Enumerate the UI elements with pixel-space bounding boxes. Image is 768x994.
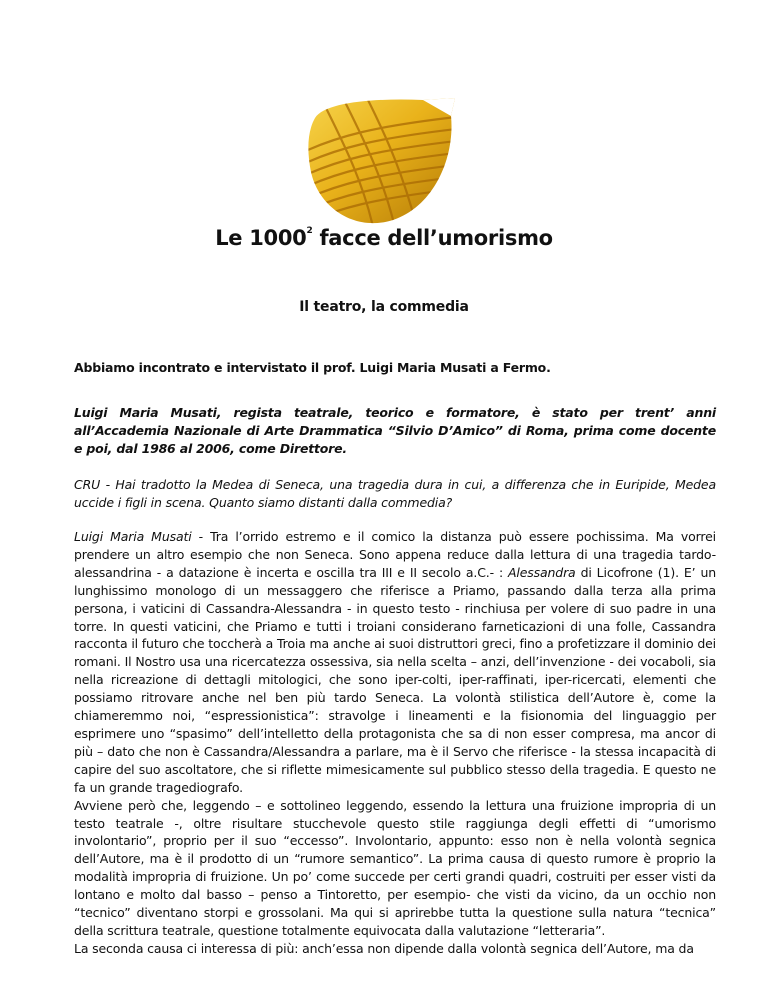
work-title: Alessandra [508,564,576,580]
interview-question: CRU - Hai tradotto la Medea di Seneca, una tragedia dura in cui, a differenza che in Euripide, Medea uccide i figli in scena. Quanto siamo distanti dalla commedia? [74,477,716,510]
title-superscript: 2 [306,226,313,236]
interview-answer [74,528,716,958]
answer-paragraph-3: La seconda causa ci interessa di più: anch’essa non dipende dalla volontà segnica dell’Autore, ma da [74,940,694,956]
page-title [0,226,768,250]
page-subtitle: Il teatro, la commedia [299,299,469,315]
golden-leaf-logo [305,96,457,224]
answer-paragraph-2: Avviene però che, leggendo – e sottolineo leggendo, essendo la lettura una fruizione impropria di un testo teatrale -, oltre risultare stucchevole questo stile raggiunga degli effetti di “umorismo involontario”, proprio per il suo “eccesso”. Involontario, appunto: esso non è nella volontà segnica dell’Autore, ma è il prodotto di un “rumore semantico”. La prima causa di questo rumore è proprio la modalità impropria di fruizione. Un po’ come succede per certi grandi quadri, costruiti per esser visti da lontano e molto dal basso – penso a Tintoretto, per esempio- che visti da vicino, da un occhio non “tecnico” diventano storpi e grossolani. Ma qui si aprirebbe tutta la questione sulla natura “tecnica” della scrittura teatrale, questione totalmente equivocata dalla valutazione “letteraria”. [74,797,716,938]
answer-text: di Licofrone (1). E’ un lunghissimo monologo di un messaggero che riferisce a Priamo, passando dalla terza alla prima persona, i vaticini di Cassandra-Alessandra - in questo testo - rinchiusa per volere di suo padre in una torre. In questi vaticini, che Priamo e tutti i troiani considerano farneticazioni di una folle, Cassandra racconta il futuro che toccherà a Troia ma anche ai suoi distruttori greci, fino a profetizzare il dominio dei romani. Il Nostro usa una ricercatezza ossessiva, sia nella scelta – anzi, dell’invenzione - dei vocaboli, sia nella ricreazione di dettagli mitologici, che sono iper-colti, iper-raffinati, iper-ricercati, elementi che possiamo ritrovare anche nel ben più tardo Seneca. La volontà stilistica dell’Autore è, come la chiameremmo noi, “espressionistica”: stravolge i lineamenti e la fisionomia del linguaggio per esprimere uno “spasimo” dell’intelletto della protagonista che sa di non esser compresa, ma ancor di più – dato che non è Cassandra/Alessandra a parlare, ma è il Servo che riferisce - la stessa incapacità di capire del suo ascoltatore, che si riflette mimesicamente sul pubblico stesso della tragedia. E questo ne fa un grande tragediografo. [74,564,716,795]
intro-line: Abbiamo incontrato e intervistato il prof. Luigi Maria Musati a Fermo. [74,360,551,375]
speaker-name: Luigi Maria Musati [74,529,192,544]
title-rest: facce dell’umorismo [312,226,553,250]
answer-text: - Tra l’orrido estremo e il comico la distanza può essere pochissima. Ma vorrei prendere un altro esempio che non Seneca. Sono appena reduce dalla lettura di una tragedia tardo-alessandrina - a datazione è incerta e oscilla tra III e II secolo a.C.- : [74,529,717,580]
answer-paragraph-1 [74,528,716,797]
title-main: Le 1000 [215,226,307,250]
author-bio: Luigi Maria Musati, regista teatrale, teorico e formatore, è stato per trent’ anni all’Accademia Nazionale di Arte Drammatica “Silvio D’Amico” di Roma, prima come docente e poi, dal 1986 al 2006, come Direttore. [74,405,716,456]
